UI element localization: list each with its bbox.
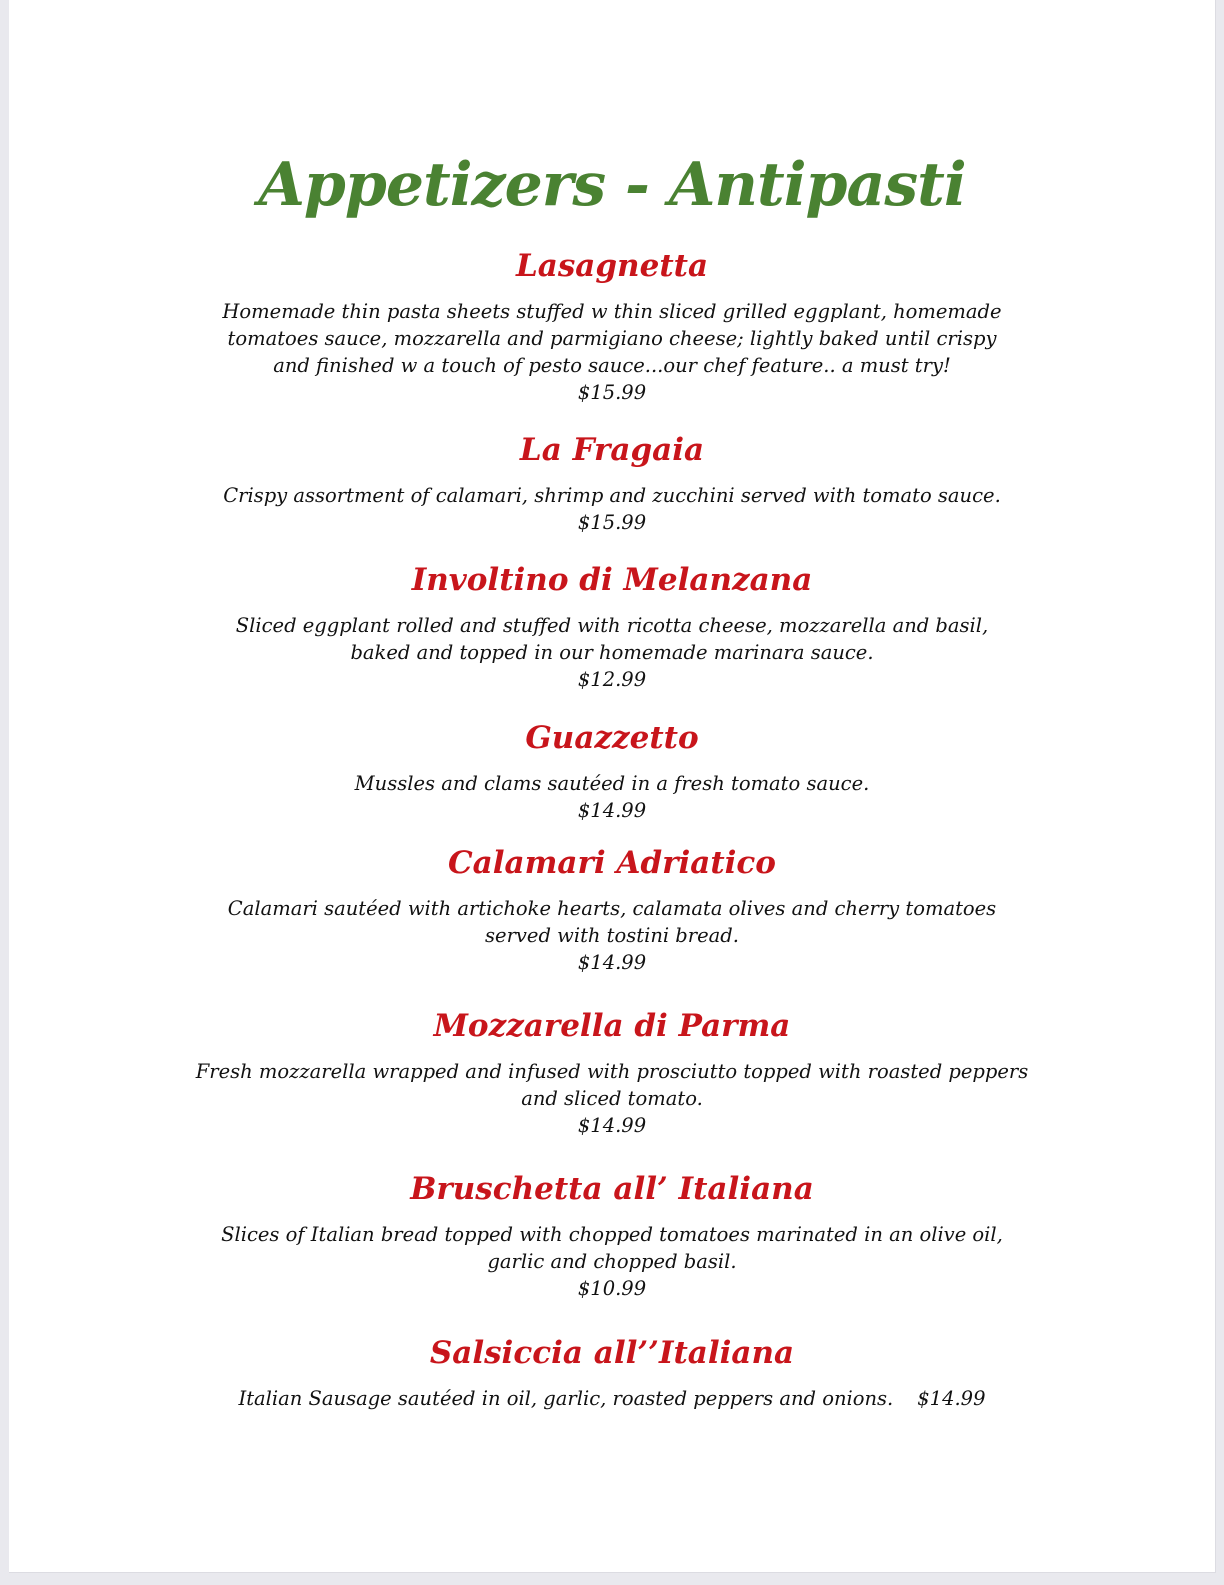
item-description: Slices of Italian bread topped with chopped tomatoes marinated in an olive oil, garlic and chopped basil. <box>221 1223 1003 1273</box>
menu-page <box>9 0 1216 1573</box>
item-price: $14.99 <box>577 951 647 974</box>
item-name: Guazzetto <box>525 720 699 756</box>
menu-item-involtino-di-melanzana <box>9 562 1215 694</box>
menu-item-la-fragaia <box>9 432 1215 537</box>
item-price: $14.99 <box>577 799 647 822</box>
menu-item-guazzetto <box>9 720 1215 825</box>
item-name: Calamari Adriatico <box>448 845 776 881</box>
item-name: Mozzarella di Parma <box>433 1008 791 1044</box>
menu-item-bruschetta-all-italiana <box>9 1171 1215 1303</box>
item-description: Sliced eggplant rolled and stuffed with ricotta cheese, mozzarella and basil, baked and topped in our homemade marinara sauce. <box>235 614 989 664</box>
item-description: Italian Sausage sautéed in oil, garlic, roasted peppers and onions. <box>238 1387 894 1410</box>
item-description: Homemade thin pasta sheets stuffed w thin sliced grilled eggplant, homemade tomatoes sauce, mozzarella and parmigiano cheese; lightly baked until crispy and finished w a touch of pesto sauce...our chef feature.. a must try! <box>222 300 1002 377</box>
menu-item-salsiccia-all-italiana <box>9 1335 1215 1412</box>
item-name: Involtino di Melanzana <box>411 562 813 598</box>
item-price: $10.99 <box>577 1277 647 1300</box>
item-price: $14.99 <box>917 1387 986 1410</box>
item-description: Mussles and clams sautéed in a fresh tomato sauce. <box>354 772 870 795</box>
item-price: $14.99 <box>577 1114 647 1137</box>
item-price: $15.99 <box>577 381 647 404</box>
item-description: Fresh mozzarella wrapped and infused with prosciutto topped with roasted peppers and sliced tomato. <box>195 1060 1029 1110</box>
item-name: Bruschetta all’ Italiana <box>410 1171 814 1207</box>
menu-item-mozzarella-di-parma <box>9 1008 1215 1140</box>
item-name: La Fragaia <box>519 432 705 468</box>
item-price: $15.99 <box>577 511 647 534</box>
item-description-line <box>9 1385 1215 1412</box>
item-price: $12.99 <box>577 668 647 691</box>
item-name: Salsiccia all’’Italiana <box>429 1335 795 1371</box>
menu-title: Appetizers - Antipasti <box>258 150 966 220</box>
menu-item-calamari-adriatico <box>9 845 1215 977</box>
item-description: Calamari sautéed with artichoke hearts, calamata olives and cherry tomatoes served with tostini bread. <box>227 897 997 947</box>
item-description: Crispy assortment of calamari, shrimp and zucchini served with tomato sauce. <box>223 484 1001 507</box>
menu-item-lasagnetta <box>9 248 1215 407</box>
item-name: Lasagnetta <box>515 248 709 284</box>
